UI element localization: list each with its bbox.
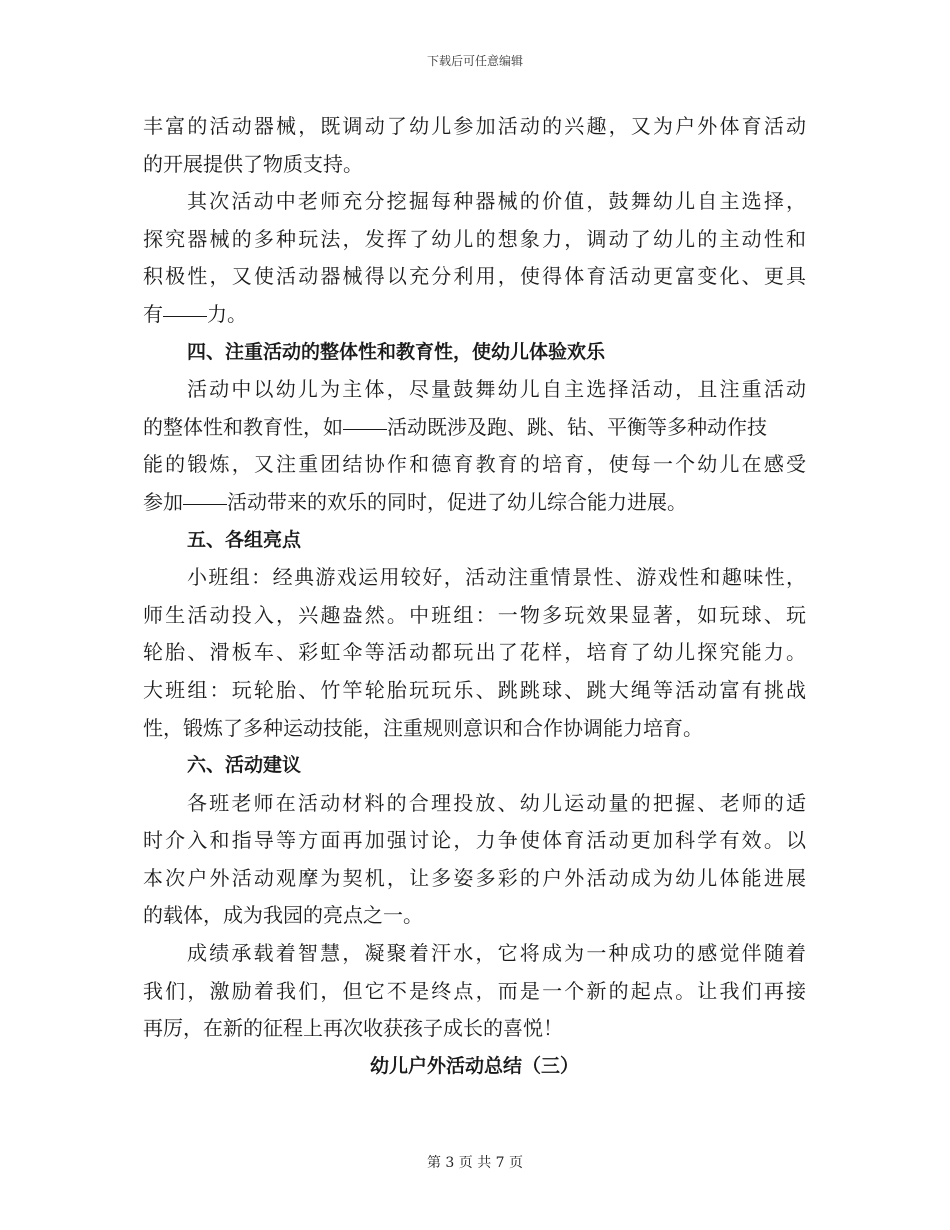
paragraph-line: 的开展提供了物质支持。 bbox=[143, 151, 363, 176]
paragraph-line: 的载体，成为我园的亮点之一。 bbox=[143, 903, 423, 928]
text-segment: 活动带来的欢乐的同时，促进了幼儿综合能力进展。 bbox=[227, 489, 687, 514]
blank-underline bbox=[343, 428, 387, 430]
blank-underline bbox=[163, 315, 207, 317]
paragraph-line: 大班组：玩轮胎、竹竿轮胎玩玩乐、跳跳球、跳大绳等活动富有挑战 bbox=[143, 677, 806, 702]
section-heading-4: 四、注重活动的整体性和教育性，使幼儿体验欢乐 bbox=[187, 340, 606, 363]
text-segment: 活动既涉及跑、跳、钻、平衡等多种动作技 bbox=[387, 414, 767, 439]
text-segment: 参加 bbox=[143, 489, 183, 514]
text-segment: 的整体性和教育性，如 bbox=[143, 414, 343, 439]
paragraph-line: 时介入和指导等方面再加强讨论，力争使体育活动更加科学有效。以 bbox=[143, 828, 806, 853]
paragraph-line bbox=[143, 409, 806, 447]
text-segment: 力。 bbox=[207, 301, 247, 326]
paragraph-line: 本次户外活动观摩为契机，让多姿多彩的户外活动成为幼儿体能进展 bbox=[143, 865, 806, 890]
paragraph-line: 我们，激励着我们，但它不是终点，而是一个新的起点。让我们再接 bbox=[143, 978, 806, 1003]
paragraph-line bbox=[143, 484, 806, 522]
paragraph-line: 师生活动投入，兴趣盎然。中班组：一物多玩效果显著，如玩球、玩 bbox=[143, 602, 806, 627]
paragraph-line: 丰富的活动器械，既调动了幼儿参加活动的兴趣，又为户外体育活动 bbox=[143, 114, 806, 138]
paragraph-line: 其次活动中老师充分挖掘每种器械的价值，鼓舞幼儿自主选择， bbox=[187, 189, 806, 214]
section-heading-5: 五、各组亮点 bbox=[187, 528, 302, 551]
document-body bbox=[143, 108, 806, 1085]
paragraph-line bbox=[143, 296, 806, 334]
header-note: 下载后可任意编辑 bbox=[426, 54, 523, 68]
paragraph-line: 探究器械的多种玩法，发挥了幼儿的想象力，调动了幼儿的主动性和 bbox=[143, 226, 806, 251]
document-title: 幼儿户外活动总结（三） bbox=[369, 1054, 579, 1077]
paragraph-line: 能的锻炼，又注重团结协作和德育教育的培育，使每一个幼儿在感受 bbox=[143, 452, 806, 477]
paragraph-line: 轮胎、滑板车、彩虹伞等活动都玩出了花样，培育了幼儿探究能力。 bbox=[143, 640, 806, 665]
paragraph-line: 各班老师在活动材料的合理投放、幼儿运动量的把握、老师的适 bbox=[187, 790, 806, 815]
paragraph-line: 活动中以幼儿为主体，尽量鼓舞幼儿自主选择活动，且注重活动 bbox=[187, 377, 806, 402]
section-heading-6: 六、活动建议 bbox=[187, 754, 302, 777]
paragraph-line: 性，锻炼了多种运动技能，注重规则意识和合作协调能力培育。 bbox=[143, 715, 703, 740]
blank-underline bbox=[183, 503, 227, 505]
paragraph-line: 再厉，在新的征程上再次收获孩子成长的喜悦！ bbox=[143, 1016, 563, 1041]
page-number: 第 3 页 共 7 页 bbox=[426, 1155, 524, 1171]
paragraph-line: 成绩承载着智慧，凝聚着汗水，它将成为一种成功的感觉伴随着 bbox=[187, 941, 806, 966]
paragraph-line: 积极性，又使活动器械得以充分利用，使得体育活动更富变化、更具 bbox=[143, 264, 806, 289]
text-segment: 有 bbox=[143, 301, 163, 326]
paragraph-line: 小班组：经典游戏运用较好，活动注重情景性、游戏性和趣味性， bbox=[187, 565, 806, 590]
